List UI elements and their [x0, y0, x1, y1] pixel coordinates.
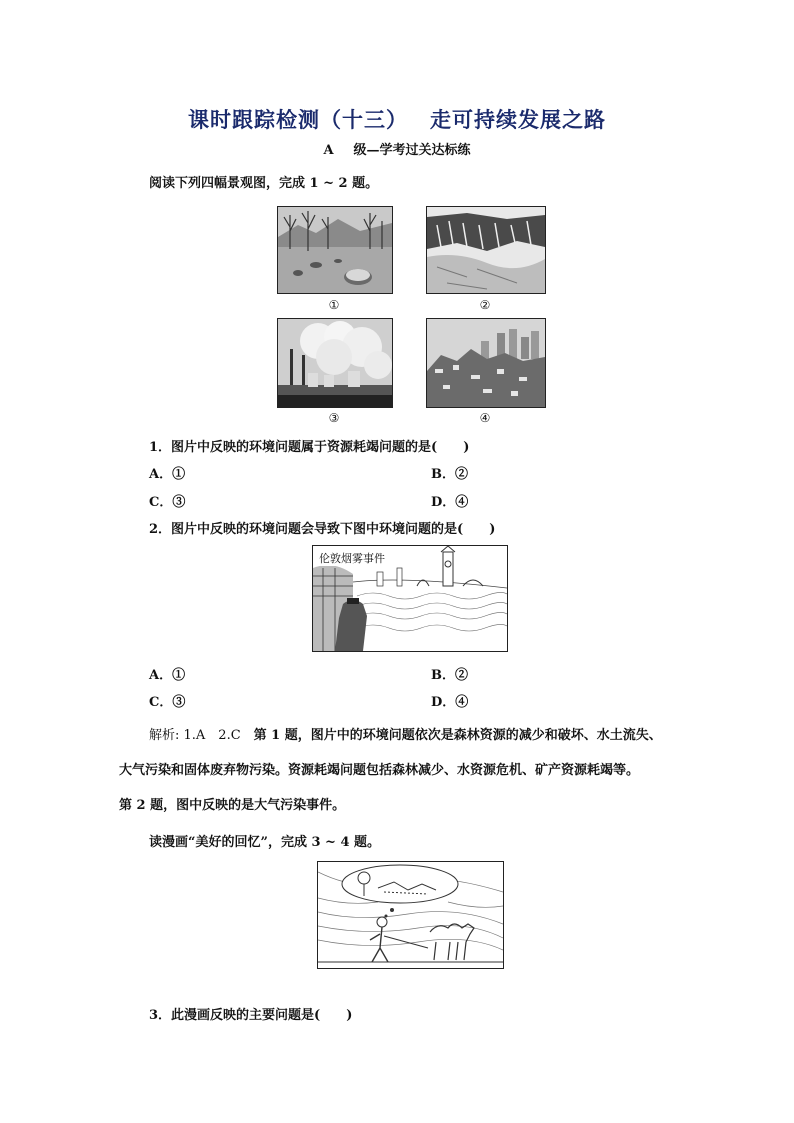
intro-text-1: 阅读下列四幅景观图，完成 1 ~ 2 题。 — [149, 176, 379, 191]
caption-2: ② — [479, 298, 491, 312]
caption-1: ① — [328, 298, 340, 312]
figure-cartoon-memory — [317, 861, 504, 969]
analysis-line-1 — [149, 724, 662, 743]
intro-text-2: 读漫画“美好的回忆”，完成 3 ~ 4 题。 — [149, 835, 381, 850]
figure-london-smog — [312, 545, 508, 652]
section-heading — [0, 139, 794, 158]
q1-option-d: D．④ — [431, 495, 469, 510]
question-1-stem: 1．图片中反映的环境问题属于资源耗竭问题的是( ) — [149, 440, 470, 455]
question-2-stem: 2．图片中反映的环境问题会导致下图中环境问题的是( ) — [149, 522, 496, 537]
photo-deforestation — [277, 206, 393, 294]
title-part2: 走可持续发展之路 — [430, 107, 606, 132]
question-3-stem: 3．此漫画反映的主要问题是( ) — [149, 1008, 353, 1023]
caption-3: ③ — [328, 411, 340, 425]
analysis-text-1: 第 1 题，图片中的环境问题依次是森林资源的减少和破坏、水土流失、 — [240, 728, 662, 743]
section-text: 级—学考过关达标练 — [353, 143, 471, 158]
figure-label: 伦敦烟雾事件 — [319, 552, 385, 565]
photo-soil-erosion — [426, 206, 546, 294]
analysis-line-2: 大气污染和固体废弃物污染。资源耗竭问题包括森林减少、水资源危机、矿产资源耗竭等。 — [119, 763, 640, 778]
q2-option-a: A．① — [149, 668, 186, 683]
q1-option-c: C．③ — [149, 495, 186, 510]
q2-option-d: D．④ — [431, 695, 469, 710]
q1-option-b: B．② — [431, 467, 468, 482]
q1-option-a: A．① — [149, 467, 186, 482]
page-title — [0, 104, 794, 134]
q2-option-c: C．③ — [149, 695, 186, 710]
title-part1: 课时跟踪检测（十三） — [188, 107, 408, 132]
analysis-line-3: 第 2 题，图中反映的是大气污染事件。 — [119, 798, 346, 813]
section-level: A — [323, 143, 334, 158]
photo-air-pollution — [277, 318, 393, 408]
analysis-label: 解析: 1.A 2.C — [149, 728, 241, 743]
q2-option-b: B．② — [431, 668, 468, 683]
photo-solid-waste — [426, 318, 546, 408]
caption-4: ④ — [479, 411, 491, 425]
